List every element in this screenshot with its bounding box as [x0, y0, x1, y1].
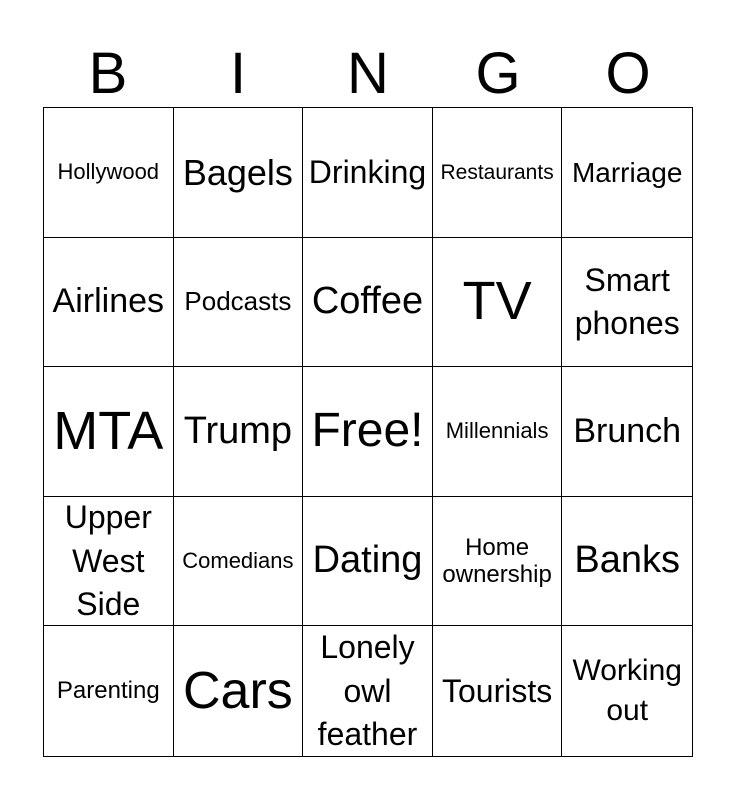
- cell-text: Comedians: [182, 547, 294, 573]
- cell-text: Coffee: [311, 280, 424, 323]
- bingo-cell[interactable]: [44, 108, 174, 238]
- free-cell-tv[interactable]: [433, 238, 563, 368]
- cell-text: Cars: [182, 661, 293, 720]
- header-letter-n: N: [347, 41, 389, 106]
- cell-text: Home ownership: [442, 533, 552, 589]
- free-space-label: Free!: [311, 404, 424, 458]
- cell-text: Lonely owl feather: [317, 629, 418, 752]
- bingo-cell[interactable]: [174, 238, 304, 368]
- bingo-cell[interactable]: [174, 108, 304, 238]
- cell-text: Smart phones: [574, 261, 680, 341]
- bingo-cell[interactable]: [303, 238, 433, 368]
- bingo-cell[interactable]: [433, 367, 563, 497]
- bingo-cell[interactable]: [44, 238, 174, 368]
- header-letter-b: B: [88, 41, 128, 106]
- bingo-header: [43, 40, 693, 108]
- bingo-cell[interactable]: [174, 367, 304, 497]
- cell-text: Trump: [183, 409, 293, 452]
- bingo-cell[interactable]: [44, 626, 174, 756]
- cell-text: Brunch: [573, 412, 682, 451]
- header-letter-i: I: [229, 41, 247, 106]
- bingo-cell[interactable]: [174, 626, 304, 756]
- cell-text: Parenting: [56, 676, 160, 704]
- bingo-cell[interactable]: [562, 497, 692, 627]
- bingo-cell[interactable]: [303, 626, 433, 756]
- bingo-cell[interactable]: [433, 108, 563, 238]
- bingo-cell[interactable]: [44, 367, 174, 497]
- bingo-cell[interactable]: [44, 497, 174, 627]
- free-space-cell[interactable]: [303, 367, 433, 497]
- bingo-cell[interactable]: [303, 108, 433, 238]
- header-letter-o: O: [605, 41, 651, 106]
- header-letter-g: G: [475, 41, 521, 106]
- cell-text: Millennials: [445, 418, 549, 444]
- cell-text: Podcasts: [184, 286, 292, 317]
- bingo-cell[interactable]: [303, 497, 433, 627]
- cell-text: Dating: [312, 539, 423, 582]
- cell-text: TV: [462, 271, 532, 332]
- bingo-cell[interactable]: [562, 238, 692, 368]
- cell-text: MTA: [53, 400, 164, 461]
- bingo-cell[interactable]: [562, 626, 692, 756]
- bingo-cell[interactable]: [174, 497, 304, 627]
- cell-text: Working out: [572, 653, 682, 728]
- cell-text: Marriage: [571, 156, 683, 188]
- cell-text: Banks: [574, 539, 680, 582]
- bingo-cell[interactable]: [433, 497, 563, 627]
- bingo-cell[interactable]: [562, 108, 692, 238]
- cell-text: Upper West Side: [64, 499, 152, 622]
- cell-text: Tourists: [441, 673, 553, 709]
- bingo-board: [43, 107, 693, 757]
- cell-text: Airlines: [52, 282, 165, 321]
- cell-text: Hollywood: [57, 159, 160, 185]
- bingo-cell[interactable]: [562, 367, 692, 497]
- cell-text: Bagels: [182, 151, 293, 193]
- cell-text: Restaurants: [440, 160, 554, 184]
- cell-text: Drinking: [308, 154, 427, 191]
- bingo-cell[interactable]: [433, 626, 563, 756]
